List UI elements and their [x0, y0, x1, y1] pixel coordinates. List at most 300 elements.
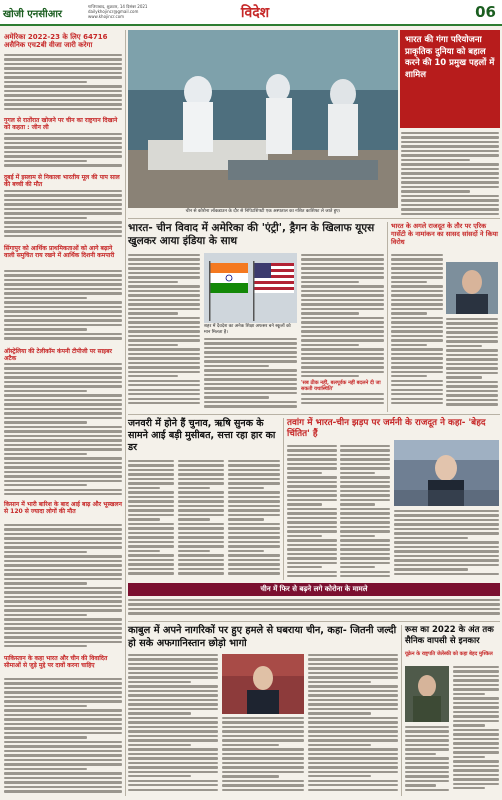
text-line — [308, 712, 371, 714]
text-line — [128, 717, 218, 719]
text-line — [228, 509, 280, 511]
text-line — [453, 720, 499, 722]
text-line — [394, 546, 499, 548]
text-line — [453, 751, 499, 753]
text-line — [308, 658, 398, 660]
text-line — [308, 721, 398, 723]
text-line — [4, 67, 122, 69]
text-line — [391, 254, 443, 256]
text-line — [178, 478, 224, 480]
text-line — [453, 756, 485, 758]
left-headline-5: ऑस्ट्रेलिया की टेलीकॉम कंपनी टीपीजी पर साइबर अटैक — [4, 348, 112, 363]
text-line — [128, 658, 218, 660]
text-line — [222, 735, 304, 737]
text-line — [446, 399, 498, 401]
text-line — [4, 403, 122, 405]
text-line — [4, 146, 122, 148]
text-line — [453, 765, 499, 767]
text-line — [446, 345, 482, 347]
text-line — [4, 700, 122, 702]
germany-headline: तवांग में भारत-चीन झड़प पर जर्मनी के राजदूत ने कहा- 'बेहद चिंतित' हैं — [287, 418, 486, 439]
article-body — [340, 445, 390, 580]
text-line — [340, 530, 390, 532]
text-line — [340, 562, 390, 564]
text-line — [4, 324, 122, 326]
text-line — [128, 353, 200, 355]
text-line — [405, 775, 449, 777]
text-line — [4, 208, 122, 210]
text-line — [391, 312, 427, 314]
text-line — [391, 402, 443, 404]
article-body — [4, 524, 122, 652]
text-line — [287, 458, 337, 460]
text-line — [128, 766, 218, 768]
text-line — [4, 462, 122, 464]
text-line — [340, 517, 390, 519]
text-line — [446, 363, 498, 365]
text-line — [4, 587, 122, 589]
text-line — [287, 463, 337, 465]
text-line — [453, 733, 499, 735]
text-line — [453, 769, 499, 771]
left-headline-1: अमेरिका 2022-23 के लिए 64716 असैनिक एच2बी वीजा जारी करेगा — [4, 33, 108, 50]
text-line — [178, 545, 224, 547]
text-line — [405, 766, 449, 768]
text-line — [128, 393, 200, 395]
text-line — [287, 499, 337, 501]
text-line — [178, 541, 224, 543]
text-line — [4, 682, 122, 684]
text-line — [4, 696, 122, 698]
text-line — [4, 292, 122, 294]
text-line — [178, 536, 224, 538]
text-line — [228, 545, 280, 547]
text-line — [228, 536, 280, 538]
text-line — [301, 321, 384, 323]
text-line — [405, 735, 449, 737]
text-line — [4, 768, 87, 770]
text-line — [128, 371, 200, 373]
text-line — [128, 285, 200, 287]
text-line — [4, 560, 122, 562]
text-line — [228, 532, 280, 534]
text-line — [204, 338, 297, 340]
text-line — [128, 572, 174, 574]
text-line — [446, 381, 498, 383]
text-line — [204, 383, 297, 385]
text-line — [128, 460, 174, 462]
text-line — [405, 748, 449, 750]
ganga-headline-box — [400, 30, 500, 128]
text-line — [4, 714, 122, 716]
article-body — [287, 445, 337, 580]
text-line — [128, 509, 174, 511]
article-body — [4, 54, 122, 114]
text-line — [391, 294, 443, 296]
text-line — [128, 290, 200, 292]
text-line — [446, 376, 482, 378]
text-line — [128, 505, 174, 507]
text-line — [228, 554, 280, 556]
text-line — [4, 421, 87, 423]
text-line — [391, 272, 443, 274]
text-line — [128, 681, 191, 683]
text-line — [301, 393, 384, 395]
text-line — [340, 521, 390, 523]
text-line — [128, 469, 174, 471]
text-line — [301, 272, 384, 274]
text-line — [4, 723, 122, 725]
text-line — [4, 457, 122, 459]
text-line — [405, 739, 449, 741]
text-line — [4, 636, 122, 638]
text-line — [4, 221, 122, 223]
text-line — [4, 72, 122, 74]
text-line — [446, 322, 498, 324]
text-line — [340, 485, 390, 487]
text-line — [4, 217, 87, 219]
text-line — [222, 762, 304, 764]
text-line — [391, 389, 443, 391]
text-line — [4, 363, 122, 365]
text-line — [340, 544, 390, 546]
text-line — [128, 550, 160, 552]
text-line — [453, 738, 499, 740]
text-line — [446, 331, 498, 333]
section-divider — [128, 218, 500, 219]
column-divider — [387, 222, 388, 412]
text-line — [128, 398, 200, 400]
text-line — [228, 514, 280, 516]
text-line — [287, 544, 337, 546]
text-line — [287, 517, 337, 519]
text-line — [128, 276, 200, 278]
text-line — [128, 721, 218, 723]
text-line — [401, 136, 499, 138]
text-line — [222, 789, 304, 791]
text-line — [401, 204, 499, 206]
text-line — [128, 317, 200, 319]
text-line — [4, 301, 122, 303]
text-line — [4, 54, 122, 56]
text-line — [4, 453, 87, 455]
text-line — [401, 132, 499, 134]
flags-photo — [204, 253, 297, 323]
text-line — [128, 748, 218, 750]
text-line — [287, 512, 337, 514]
text-line — [4, 417, 122, 419]
text-line — [340, 476, 390, 478]
text-line — [4, 94, 122, 96]
text-line — [128, 263, 200, 265]
text-line — [446, 336, 498, 338]
text-line — [301, 371, 384, 373]
text-line — [4, 151, 122, 153]
text-line — [308, 744, 371, 746]
text-line — [4, 687, 122, 689]
text-line — [340, 557, 390, 559]
text-line — [287, 503, 322, 505]
text-line — [178, 550, 210, 552]
photo-caption: शहर में दैवदेश का अनेक शिक्षा अफसर बने स्कूलों को मान मिलता है। — [204, 324, 291, 335]
text-line — [308, 708, 398, 710]
text-line — [128, 482, 174, 484]
text-line — [222, 753, 304, 755]
issue-info-line: www.khojincr.com — [88, 14, 125, 19]
text-line — [4, 319, 122, 321]
text-line — [4, 524, 122, 526]
text-line — [301, 375, 359, 377]
text-line — [4, 230, 122, 232]
text-line — [228, 473, 280, 475]
issue-info — [88, 4, 168, 19]
text-line — [128, 708, 218, 710]
text-line — [4, 190, 122, 192]
text-line — [4, 448, 122, 450]
text-line — [308, 703, 398, 705]
text-line — [204, 360, 297, 362]
text-line — [4, 439, 122, 441]
text-line — [4, 759, 122, 761]
article-body — [128, 599, 500, 619]
article-body — [228, 460, 280, 580]
text-line — [222, 726, 304, 728]
text-line — [446, 354, 498, 356]
text-line — [4, 564, 122, 566]
text-line — [391, 344, 427, 346]
text-line — [128, 699, 218, 701]
text-line — [4, 471, 122, 473]
text-line — [128, 568, 174, 570]
text-line — [287, 521, 337, 523]
text-line — [401, 168, 499, 170]
text-line — [287, 562, 337, 564]
text-line — [128, 464, 174, 466]
text-line — [405, 757, 449, 759]
text-line — [308, 771, 398, 773]
text-line — [4, 614, 87, 616]
text-line — [178, 568, 224, 570]
text-line — [4, 573, 122, 575]
text-line — [308, 654, 398, 656]
text-line — [128, 267, 200, 269]
text-line — [178, 559, 224, 561]
text-line — [405, 780, 449, 782]
russia-headline: रूस का 2022 के अंत तक सैनिक वापसी से इनकार — [405, 625, 494, 646]
text-line — [4, 790, 122, 792]
text-line — [228, 491, 280, 493]
text-line — [4, 279, 122, 281]
article-body — [4, 363, 122, 499]
text-line — [405, 771, 449, 773]
text-line — [453, 787, 485, 789]
text-line — [228, 469, 280, 471]
text-line — [287, 494, 337, 496]
text-line — [446, 340, 498, 342]
text-line — [308, 762, 398, 764]
article-body — [4, 678, 122, 796]
text-line — [178, 532, 224, 534]
text-line — [4, 609, 122, 611]
text-line — [405, 784, 436, 786]
text-line — [128, 487, 160, 489]
text-line — [4, 194, 122, 196]
text-line — [4, 618, 122, 620]
text-line — [222, 748, 304, 750]
text-line — [4, 103, 122, 105]
text-line — [301, 312, 359, 314]
text-line — [128, 780, 218, 782]
text-line — [4, 537, 122, 539]
text-line — [453, 670, 499, 672]
text-line — [308, 685, 398, 687]
text-line — [178, 460, 224, 462]
text-line — [4, 632, 122, 634]
text-line — [4, 551, 87, 553]
text-line — [4, 408, 122, 410]
text-line — [453, 706, 499, 708]
text-line — [228, 568, 280, 570]
left-headline-2: गुगल से रातोंरात खोजने पर चीन का राष्ट्रगान दिखाने को कहता : जीन ली — [4, 117, 118, 132]
text-line — [340, 445, 390, 447]
text-line — [228, 500, 280, 502]
text-line — [301, 335, 384, 337]
text-line — [4, 328, 87, 330]
text-line — [4, 99, 122, 101]
text-line — [128, 321, 200, 323]
text-line — [340, 463, 390, 465]
text-line — [4, 226, 122, 228]
text-line — [401, 145, 499, 147]
text-line — [222, 780, 304, 782]
text-line — [391, 357, 443, 359]
text-line — [128, 523, 174, 525]
text-line — [308, 775, 371, 777]
text-line — [394, 532, 499, 534]
text-line — [204, 356, 297, 358]
text-line — [340, 467, 390, 469]
text-line — [301, 339, 384, 341]
text-line — [4, 164, 122, 166]
text-line — [391, 303, 443, 305]
text-line — [340, 472, 375, 474]
text-line — [4, 484, 87, 486]
text-line — [287, 553, 337, 555]
text-line — [446, 385, 498, 387]
text-line — [4, 108, 122, 110]
text-line — [128, 612, 500, 614]
text-line — [128, 380, 200, 382]
text-line — [228, 478, 280, 480]
text-line — [4, 160, 87, 162]
text-line — [453, 729, 499, 731]
text-line — [340, 512, 390, 514]
article-body — [401, 132, 499, 218]
text-line — [308, 676, 398, 678]
text-line — [128, 663, 218, 665]
text-line — [391, 366, 443, 368]
text-line — [4, 81, 87, 83]
text-line — [4, 605, 122, 607]
text-line — [128, 375, 178, 377]
column-divider — [401, 625, 402, 796]
article-body — [128, 654, 218, 796]
text-line — [308, 672, 398, 674]
masthead — [0, 0, 502, 26]
text-line — [222, 771, 304, 773]
text-line — [287, 571, 337, 573]
text-line — [128, 339, 200, 341]
text-line — [228, 496, 280, 498]
text-line — [178, 482, 224, 484]
text-line — [4, 475, 122, 477]
text-line — [391, 317, 443, 319]
text-line — [308, 780, 398, 782]
left-headline-7: पाकिस्तान के कहा भारत और चीन की विवादित सीमाओं से जुड़े मुद्दे पर दावों करना चाहिए — [4, 655, 108, 670]
text-line — [401, 195, 499, 197]
text-line — [401, 177, 499, 179]
zelensky-photo — [405, 666, 449, 722]
text-line — [204, 405, 297, 407]
text-line — [4, 781, 122, 783]
text-line — [340, 571, 390, 573]
issue-info-line: गाजियाबाद, शुक्रवार, 14 दिसंबर 2021 — [88, 4, 148, 9]
text-line — [4, 270, 122, 272]
text-line — [287, 566, 322, 568]
text-line — [287, 508, 337, 510]
text-line — [4, 203, 122, 205]
text-line — [4, 444, 122, 446]
text-line — [128, 254, 200, 256]
text-line — [301, 317, 384, 319]
text-line — [287, 539, 337, 541]
page-number: 06 — [475, 3, 496, 21]
main-headline: भारत- चीन विवाद में अमेरिका की 'एंट्री', ड्रैगन के खिलाफ यूएस खुलकर आया इंडिया के साथ — [128, 222, 375, 247]
text-line — [340, 526, 390, 528]
text-line — [394, 550, 499, 552]
text-line — [4, 542, 122, 544]
text-line — [308, 735, 398, 737]
text-line — [4, 235, 122, 237]
text-line — [4, 212, 122, 214]
text-line — [228, 523, 280, 525]
article-body — [4, 190, 122, 242]
text-line — [128, 726, 218, 728]
text-line — [128, 775, 191, 777]
text-line — [178, 523, 224, 525]
text-line — [204, 351, 297, 353]
text-line — [204, 378, 297, 380]
text-line — [340, 508, 390, 510]
article-body — [453, 666, 499, 796]
text-line — [4, 155, 122, 157]
text-line — [391, 276, 443, 278]
text-line — [287, 454, 337, 456]
text-line — [394, 564, 499, 566]
text-line — [178, 554, 224, 556]
text-line — [204, 342, 297, 344]
text-line — [391, 380, 443, 382]
text-line — [4, 390, 87, 392]
text-line — [401, 199, 499, 201]
text-line — [394, 541, 499, 543]
text-line — [128, 518, 160, 520]
text-line — [4, 763, 122, 765]
text-line — [128, 500, 174, 502]
text-line — [4, 786, 122, 788]
text-line — [128, 272, 200, 274]
text-line — [4, 142, 122, 144]
